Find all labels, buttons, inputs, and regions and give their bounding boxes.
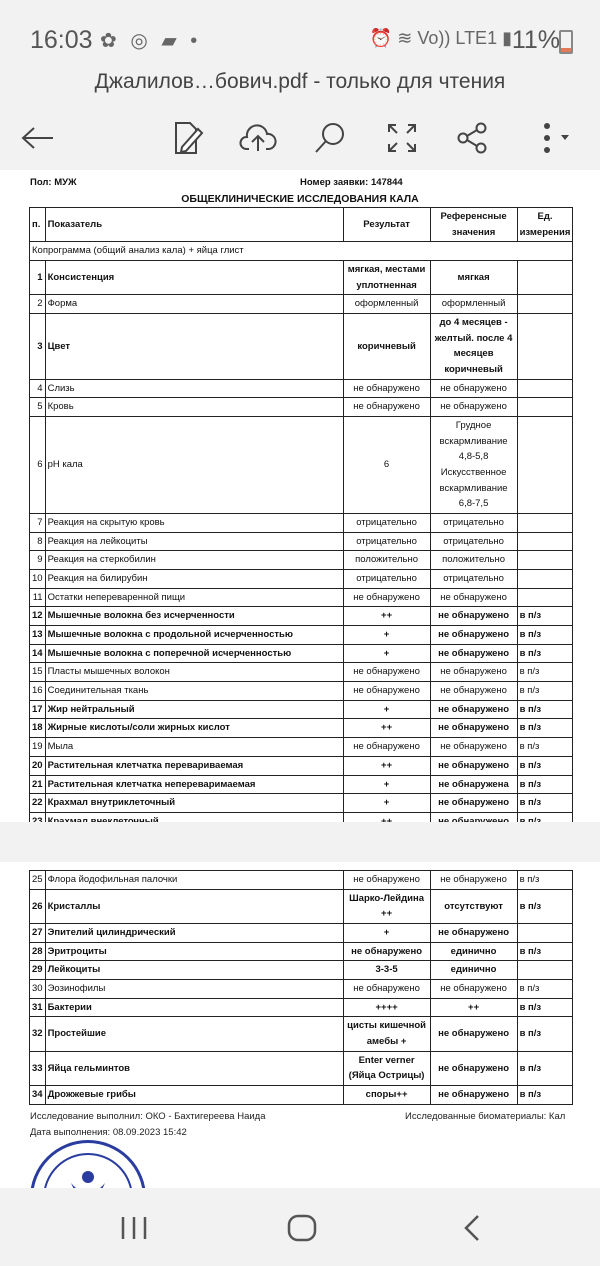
row-name: Реакция на скрытую кровь [45,514,343,533]
row-number: 25 [30,871,46,890]
row-result: + [343,775,430,794]
row-name: Мышечные волокна с поперечной исчерченностью [45,644,343,663]
row-number: 26 [30,889,46,923]
cloud-upload-icon[interactable] [238,118,278,158]
row-reference: не обнаружена [430,775,517,794]
row-reference: единично [430,942,517,961]
row-unit [517,261,573,295]
row-name: Яйца гельминтов [45,1051,343,1085]
row-unit: в п/з [517,756,573,775]
row-name: Кристаллы [45,889,343,923]
row-result: положительно [343,551,430,570]
row-number: 10 [30,570,46,589]
table-row [30,942,573,961]
table-row [30,379,573,398]
row-number: 22 [30,794,46,813]
row-unit [517,532,573,551]
row-result: оформленный [343,295,430,314]
row-number: 5 [30,398,46,417]
search-icon[interactable] [310,118,350,158]
table-row [30,532,573,551]
row-name: Реакция на билирубин [45,570,343,589]
biomaterials: Исследованные биоматериалы: Кал [405,1111,566,1122]
row-result: не обнаружено [343,942,430,961]
row-reference: отсутствуют [430,889,517,923]
row-number: 20 [30,756,46,775]
row-unit [517,924,572,943]
network-label: Vo)) LTE1 [417,28,498,48]
row-result: + [343,626,430,645]
row-unit: в п/з [517,998,572,1017]
row-number: 4 [30,379,46,398]
more-options-icon[interactable] [530,118,580,158]
wifi-icon: ≋ [397,28,413,48]
row-result: ++++ [343,998,430,1017]
row-number: 12 [30,607,46,626]
gender-label: Пол: МУЖ [30,177,77,188]
table-row [30,794,573,813]
row-reference: Грудное вскармливание 4,8-5,8 Искусственное вскармливание 6,8-7,5 [430,417,517,514]
row-reference: мягкая [430,261,517,295]
row-reference: не обнаружено [430,980,517,999]
row-name: Мышечные волокна с продольной исчерченностью [45,626,343,645]
section-label: Копрограмма (общий анализ кала) + яйца глист [30,242,573,261]
report-title: ОБЩЕКЛИНИЧЕСКИЕ ИССЛЕДОВАНИЯ КАЛА [181,193,419,205]
row-reference: не обнаружено [430,682,517,701]
row-number: 8 [30,532,46,551]
row-reference: ++ [430,998,517,1017]
table-row [30,644,573,663]
row-number: 3 [30,314,46,380]
row-reference: не обнаружено [430,924,517,943]
table-row [30,417,573,514]
notification-icons: ✿ ◎ ▰ • [100,30,202,52]
row-result: не обнаружено [343,398,430,417]
table-row [30,775,573,794]
row-result: не обнаружено [343,738,430,757]
row-number: 2 [30,295,46,314]
row-reference: не обнаружено [430,1086,517,1105]
row-reference: не обнаружено [430,626,517,645]
row-unit: в п/з [517,663,573,682]
section-row [30,242,573,261]
table-row [30,980,573,999]
toolbar [0,104,600,170]
table-row [30,1017,573,1051]
row-name: Простейшие [45,1017,343,1051]
row-name: Пласты мышечных волокон [45,663,343,682]
table-row [30,1051,573,1085]
row-number: 21 [30,775,46,794]
row-result: ++ [343,756,430,775]
row-reference: не обнаружено [430,663,517,682]
table-row [30,607,573,626]
row-reference: не обнаружено [430,644,517,663]
table-row [30,924,573,943]
row-name: Реакция на лейкоциты [45,532,343,551]
row-unit: в п/з [517,738,573,757]
results-table-page1 [29,207,573,850]
row-number: 1 [30,261,46,295]
row-name: Бактерии [45,998,343,1017]
row-name: Цвет [45,314,343,380]
order-number: Номер заявки: 147844 [300,177,403,188]
table-row [30,398,573,417]
battery-percent: 11% [511,26,560,54]
table-row [30,261,573,295]
performed-by: Исследование выполнил: ОКО - Бахтигереева Наида [30,1111,266,1122]
row-reference: не обнаружено [430,588,517,607]
row-reference: не обнаружено [430,1017,517,1051]
row-unit: в п/з [517,942,572,961]
row-unit: в п/з [517,644,573,663]
row-result: не обнаружено [343,588,430,607]
table-row [30,588,573,607]
pdf-page-1[interactable] [0,170,600,822]
battery-icon [559,30,573,54]
row-number: 31 [30,998,46,1017]
row-name: Дрожжевые грибы [45,1086,343,1105]
row-name: Консистенция [45,261,343,295]
row-name: Эпителий цилиндрический [45,924,343,943]
row-result: Шарко-Лейдина ++ [343,889,430,923]
table-row [30,682,573,701]
row-result: ++ [343,607,430,626]
table-row [30,295,573,314]
row-name: Эозинофилы [45,980,343,999]
row-reference: не обнаружено [430,738,517,757]
row-reference: не обнаружено [430,794,517,813]
col-header-ref: Референсные значения [430,208,517,242]
table-row [30,551,573,570]
row-reference: не обнаружено [430,719,517,738]
row-unit: в п/з [517,719,573,738]
row-unit: в п/з [517,1051,572,1085]
row-reference: оформленный [430,295,517,314]
row-name: Мышечные волокна без исчерченности [45,607,343,626]
row-result: + [343,924,430,943]
navigation-bar [0,1188,600,1266]
row-result: 3-3-5 [343,961,430,980]
table-row [30,738,573,757]
row-result: отрицательно [343,570,430,589]
execution-date: Дата выполнения: 08.09.2023 15:42 [30,1127,187,1138]
row-result: отрицательно [343,514,430,533]
row-result: споры++ [343,1086,430,1105]
row-unit: в п/з [517,682,573,701]
row-number: 29 [30,961,46,980]
signal-icon: ▮ [502,28,512,48]
fullscreen-icon[interactable] [382,118,422,158]
row-unit: в п/з [517,607,573,626]
back-arrow-icon[interactable] [18,118,58,158]
row-reference: положительно [430,551,517,570]
row-result: не обнаружено [343,871,430,890]
row-result: Enter verner (Яйца Острицы) [343,1051,430,1085]
page-gap [0,822,600,862]
row-number: 17 [30,700,46,719]
row-number: 15 [30,663,46,682]
row-unit: в п/з [517,1017,572,1051]
row-number: 30 [30,980,46,999]
row-number: 11 [30,588,46,607]
row-unit: в п/з [517,626,573,645]
row-reference: единично [430,961,517,980]
table-row [30,663,573,682]
results-table-page2 [29,870,573,1105]
back-icon[interactable] [452,1208,492,1248]
table-row [30,871,573,890]
table-row [30,1086,573,1105]
row-unit [517,570,573,589]
row-name: Мыла [45,738,343,757]
row-unit: в п/з [517,980,572,999]
row-result: не обнаружено [343,682,430,701]
row-name: Растительная клетчатка перевариваемая [45,756,343,775]
row-unit: в п/з [517,775,573,794]
row-result: + [343,794,430,813]
row-number: 33 [30,1051,46,1085]
edit-document-icon[interactable] [168,118,208,158]
network-indicator [370,28,512,49]
row-number: 13 [30,626,46,645]
row-number: 27 [30,924,46,943]
row-number: 16 [30,682,46,701]
row-name: Крахмал внутриклеточный [45,794,343,813]
table-row [30,570,573,589]
row-name: Соединительная ткань [45,682,343,701]
row-number: 18 [30,719,46,738]
row-result: не обнаружено [343,663,430,682]
row-unit: в п/з [517,871,572,890]
row-name: Эритроциты [45,942,343,961]
table-row [30,626,573,645]
row-unit: в п/з [517,889,572,923]
home-icon[interactable] [282,1208,322,1248]
row-unit [517,417,573,514]
col-header-result: Результат [343,208,430,242]
row-result: цисты кишечной амебы + [343,1017,430,1051]
table-row [30,314,573,380]
row-result: не обнаружено [343,980,430,999]
col-header-unit: Ед. измерения [517,208,573,242]
document-title: Джалилов…бович.pdf - только для чтения [94,70,506,93]
row-name: Реакция на стеркобилин [45,551,343,570]
row-reference: не обнаружено [430,1051,517,1085]
row-result: ++ [343,719,430,738]
row-reference: не обнаружено [430,607,517,626]
table-row [30,719,573,738]
row-unit [517,398,573,417]
row-number: 32 [30,1017,46,1051]
alarm-icon: ⏰ [369,28,393,48]
row-number: 19 [30,738,46,757]
row-reference: не обнаружено [430,379,517,398]
table-row [30,700,573,719]
row-name: Форма [45,295,343,314]
row-number: 34 [30,1086,46,1105]
row-reference: отрицательно [430,570,517,589]
table-row [30,514,573,533]
row-unit [517,551,573,570]
row-name: Остатки непереваренной пищи [45,588,343,607]
row-result: + [343,700,430,719]
table-row [30,756,573,775]
row-unit: в п/з [517,700,573,719]
table-row [30,998,573,1017]
row-number: 28 [30,942,46,961]
recent-apps-icon[interactable] [114,1208,154,1248]
row-unit [517,588,573,607]
row-name: Флора йодофильная палочки [45,871,343,890]
row-name: Жир нейтральный [45,700,343,719]
col-header-n: п. [30,208,46,242]
row-unit [517,514,573,533]
table-header-row [30,208,573,242]
row-number: 9 [30,551,46,570]
table-row [30,889,573,923]
row-unit [517,379,573,398]
row-result: мягкая, местами уплотненная [343,261,430,295]
row-unit [517,961,572,980]
row-number: 6 [30,417,46,514]
row-result: 6 [343,417,430,514]
row-result: коричневый [343,314,430,380]
row-name: Кровь [45,398,343,417]
row-reference: отрицательно [430,532,517,551]
row-result: + [343,644,430,663]
share-icon[interactable] [452,118,492,158]
row-reference: отрицательно [430,514,517,533]
row-name: Растительная клетчатка непереваримаемая [45,775,343,794]
row-reference: до 4 месяцев - желтый. после 4 месяцев коричневый [430,314,517,380]
row-number: 14 [30,644,46,663]
row-name: Лейкоциты [45,961,343,980]
row-unit [517,295,573,314]
row-name: Жирные кислоты/соли жирных кислот [45,719,343,738]
row-result: отрицательно [343,532,430,551]
row-unit: в п/з [517,1086,572,1105]
row-reference: не обнаружено [430,756,517,775]
row-unit: в п/з [517,794,573,813]
row-name: Слизь [45,379,343,398]
table-row [30,961,573,980]
row-reference: не обнаружено [430,700,517,719]
row-number: 7 [30,514,46,533]
status-time: 16:03 [30,26,93,54]
row-name: pH кала [45,417,343,514]
row-unit [517,314,573,380]
row-reference: не обнаружено [430,871,517,890]
row-result: не обнаружено [343,379,430,398]
row-reference: не обнаружено [430,398,517,417]
col-header-name: Показатель [45,208,343,242]
